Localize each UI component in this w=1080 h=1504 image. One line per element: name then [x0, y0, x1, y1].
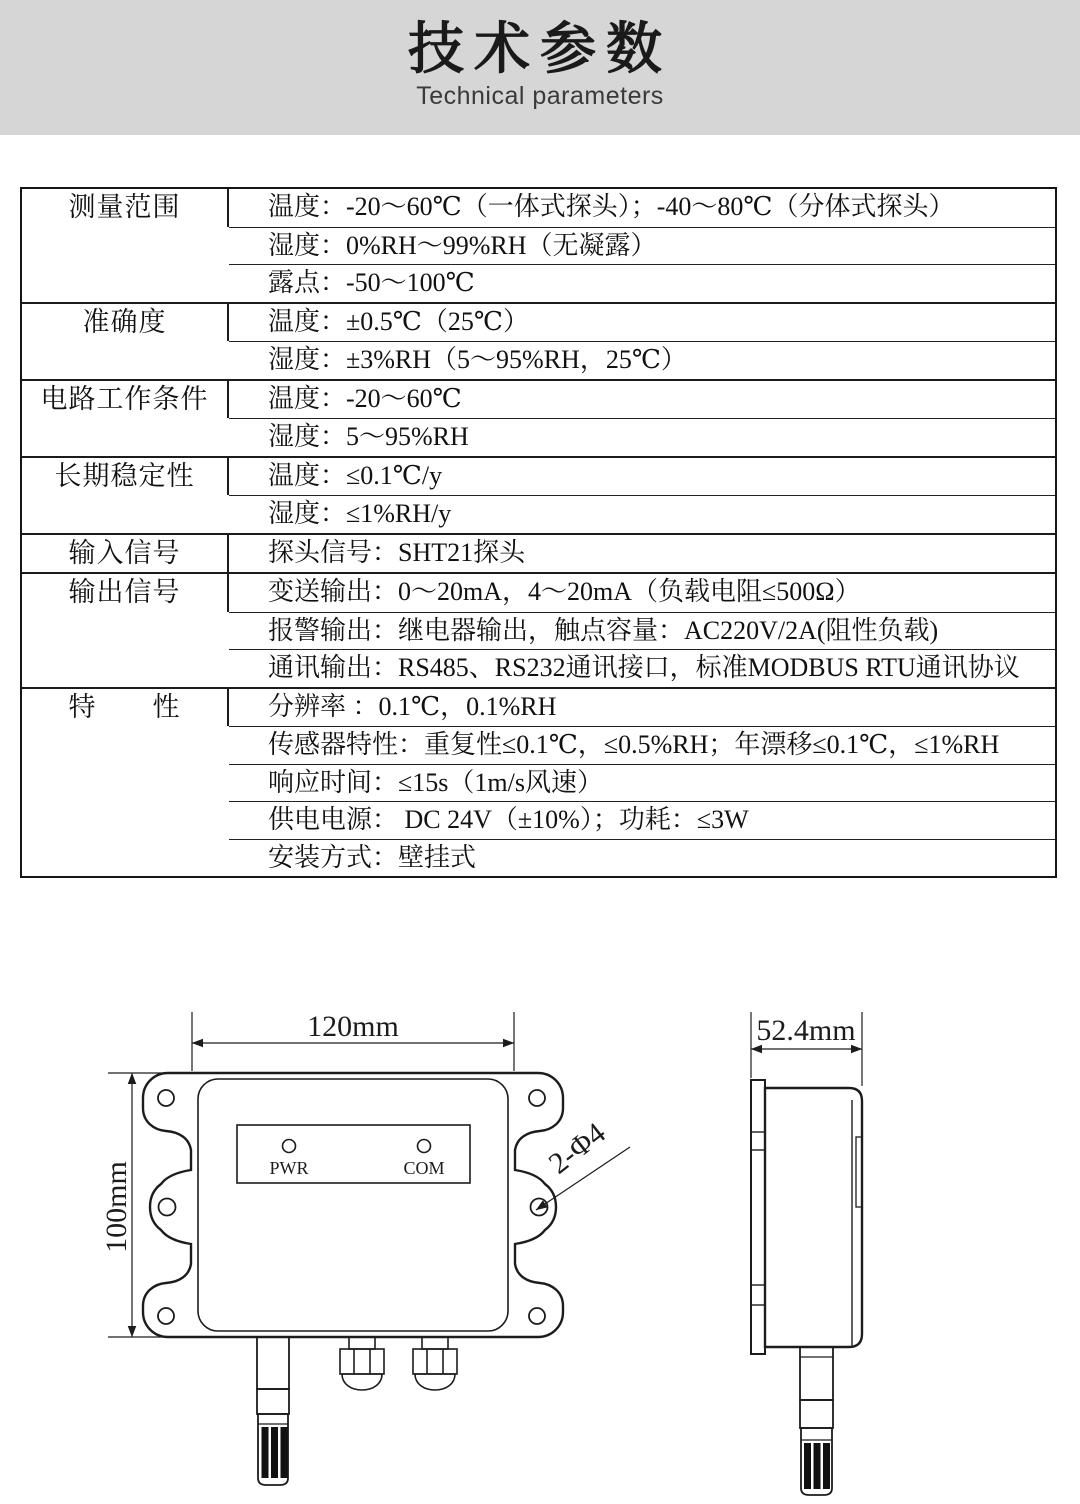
hole-callout-label: 2-Φ4 [542, 1116, 612, 1181]
spec-group-input-signal [22, 533, 1055, 573]
spec-row: 温度：≤0.1℃/y [268, 460, 443, 490]
probe-vent-slits [262, 1427, 288, 1478]
probe-vent-slits [804, 1443, 830, 1489]
spec-group-label: 长期稳定性 [22, 458, 229, 496]
page-title: 技术参数 [408, 17, 672, 80]
spec-group-label: 电路工作条件 [22, 381, 229, 419]
spec-row: 通讯输出：RS485、RS232通讯接口，标准MODBUS RTU通讯协议 [229, 649, 1055, 687]
spec-row: 供电电源： DC 24V（±10%）；功耗：≤3W [229, 801, 1055, 839]
front-width-dimension [192, 1010, 514, 1071]
spec-row: 温度：±0.5℃（25℃） [268, 306, 529, 336]
spec-group-output-signal [22, 572, 1055, 687]
spec-row: 湿度：0%RH～99%RH（无凝露） [229, 227, 1055, 265]
spec-row: 温度：-20～60℃ [268, 383, 462, 413]
sensor-probe-front [257, 1337, 289, 1485]
page-subtitle: Technical parameters [416, 81, 664, 110]
spec-row: 响应时间：≤15s（1m/s风速） [229, 764, 1055, 802]
spec-group-label: 输入信号 [22, 535, 229, 573]
spec-table [20, 187, 1057, 878]
spec-row: 探头信号：SHT21探头 [268, 537, 526, 567]
spec-group-measure-range [22, 189, 1055, 302]
pwr-led-label: PWR [269, 1158, 309, 1178]
side-mounting-plate [751, 1080, 765, 1354]
spec-row: 传感器特性：重复性≤0.1℃，≤0.5%RH；年漂移≤0.1℃，≤1%RH [229, 726, 1055, 764]
enclosure-outline [143, 1073, 563, 1337]
spec-group-label: 测量范围 [22, 189, 229, 227]
side-depth-label: 52.4mm [756, 1014, 856, 1047]
front-view-drawing [100, 1010, 630, 1485]
spec-row: 报警输出：继电器输出，触点容量：AC220V/2A(阻性负载) [229, 612, 1055, 650]
spec-group-label: 特 性 [22, 689, 229, 727]
spec-group-circuit-conditions [22, 379, 1055, 456]
spec-group-label: 输出信号 [22, 574, 229, 612]
spec-row: 分辨率 ：0.1℃，0.1%RH [268, 691, 557, 721]
cable-gland-right [413, 1337, 457, 1390]
spec-group-label: 准确度 [22, 304, 229, 342]
side-body-profile [765, 1088, 862, 1347]
side-depth-dimension [751, 1012, 862, 1086]
spec-row: 湿度：±3%RH（5～95%RH，25℃） [229, 341, 1055, 379]
spec-row: 温度：-20～60℃（一体式探头）；-40～80℃（分体式探头） [268, 192, 955, 221]
sensor-probe-side [800, 1347, 833, 1495]
cable-gland-left [340, 1337, 384, 1390]
side-view-drawing [751, 1012, 862, 1495]
header [0, 0, 1080, 135]
spec-row: 安装方式：壁挂式 [229, 839, 1055, 877]
spec-row: 湿度：5～95%RH [229, 418, 1055, 456]
front-width-label: 120mm [307, 1010, 399, 1043]
spec-group-characteristics [22, 687, 1055, 877]
spec-row: 露点：-50～100℃ [229, 264, 1055, 302]
spec-group-longterm-stability [22, 456, 1055, 533]
com-led-label: COM [403, 1158, 445, 1178]
front-height-label: 100mm [100, 1161, 133, 1253]
spec-row: 湿度：≤1%RH/y [229, 495, 1055, 533]
spec-group-accuracy [22, 302, 1055, 379]
spec-row: 变送输出：0～20mA，4～20mA（负载电阻≤500Ω） [268, 577, 861, 606]
dimension-drawings [0, 1000, 1080, 1504]
